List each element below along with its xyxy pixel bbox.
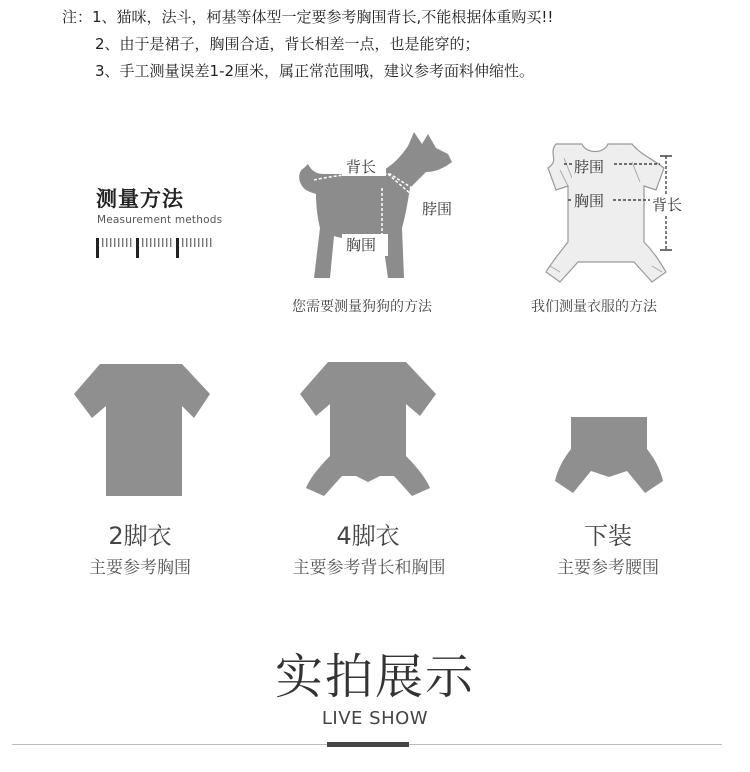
dog-caption: 您需要测量狗狗的方法 <box>292 299 432 315</box>
category-subtitle-2-leg: 主要参考胸围 <box>89 558 191 578</box>
note-line-2: 2、由于是裙子，胸围合适，背长相差一点，也是能穿的； <box>95 35 480 53</box>
dog-back-label: 背长 <box>346 158 377 176</box>
live-show-subtitle: LIVE SHOW <box>321 708 429 729</box>
category-title-bottoms: 下装 <box>584 522 632 550</box>
dog-chest-label: 胸围 <box>346 236 377 254</box>
notes <box>62 4 553 85</box>
category-title-2-leg: 2脚衣 <box>108 522 172 550</box>
clothes-chest-label: 胸围 <box>574 192 605 210</box>
clothes-back-label: 背长 <box>652 196 683 214</box>
dog-diagram <box>290 128 470 288</box>
category-title-4-leg: 4脚衣 <box>336 522 400 550</box>
note-line-3: 3、手工测量误差1-2厘米，属正常范围哦，建议参考面料伸缩性。 <box>95 62 535 80</box>
method-subtitle: Measurement methods <box>97 214 223 226</box>
clothes-neck-label: 脖围 <box>574 158 605 176</box>
note-line-1: 注：1、猫咪，法斗，柯基等体型一定要参考胸围背长,不能根据体重购买!! <box>62 8 554 26</box>
dog-neck-label: 脖围 <box>422 200 453 218</box>
category-subtitle-bottoms: 主要参考腰围 <box>557 558 659 578</box>
divider-accent <box>327 742 409 747</box>
live-show-title: 实拍展示 <box>274 649 475 705</box>
clothes-diagram <box>520 138 700 288</box>
clothes-caption: 我们测量衣服的方法 <box>531 299 657 315</box>
two-leg-garment-icon <box>72 362 212 498</box>
bottoms-garment-icon <box>553 415 665 497</box>
method-title: 测量方法 <box>96 187 184 211</box>
ruler-icon <box>96 234 218 262</box>
four-leg-garment-icon <box>298 360 438 498</box>
category-subtitle-4-leg: 主要参考背长和胸围 <box>292 558 446 578</box>
